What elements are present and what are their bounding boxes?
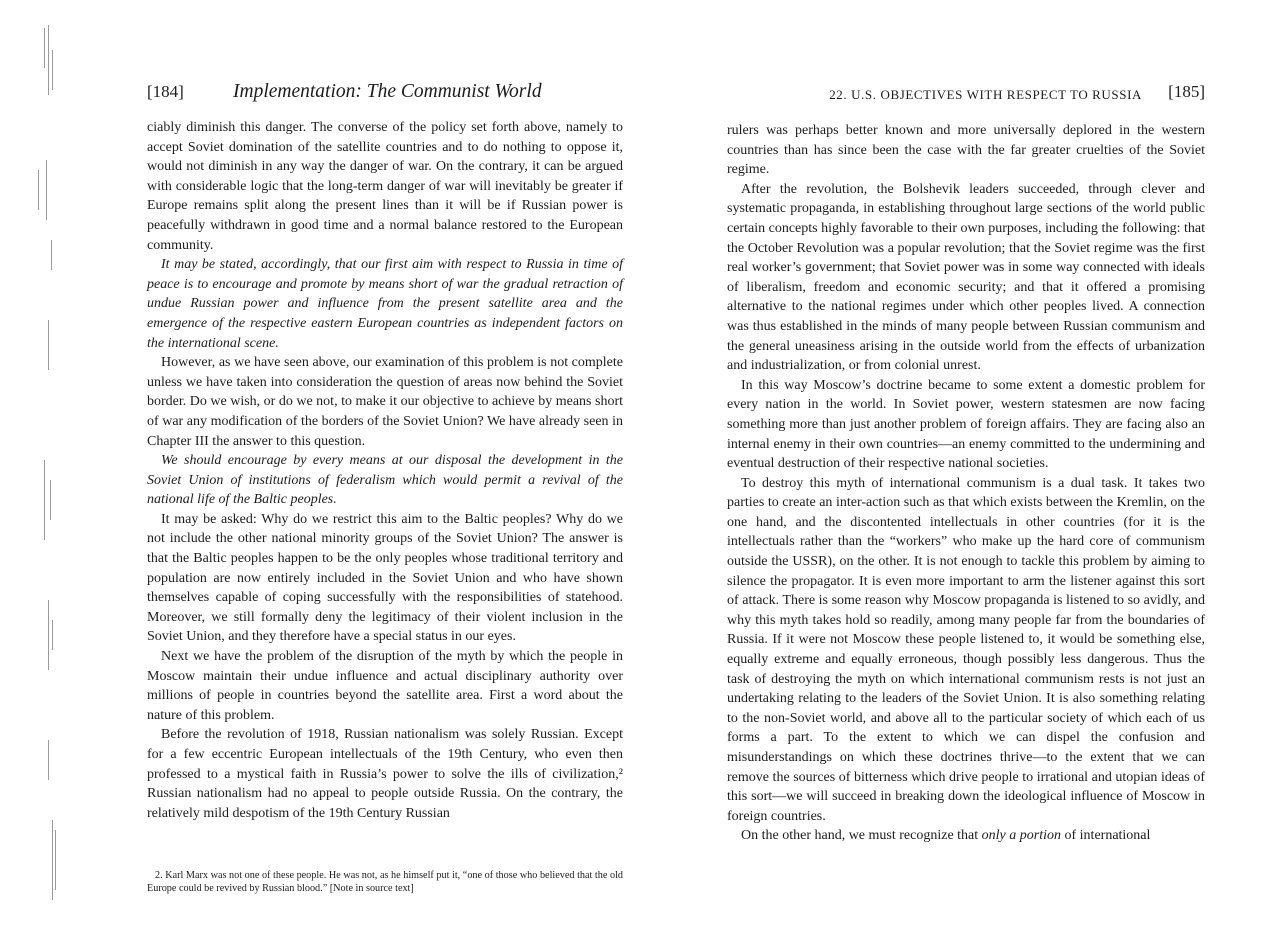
right-running-head: 22. U.S. OBJECTIVES WITH RESPECT TO RUSSIA — [829, 87, 1142, 102]
right-page-body — [727, 121, 1205, 846]
italic-text: We should encourage by every means at our disposal the development in the Soviet Union of institutions of federalism which would permit a revival of the national life of the Baltic peoples. — [147, 453, 623, 508]
right-page-header — [727, 82, 1205, 106]
footnote-text: 2. Karl Marx was not one of these people. He was not, as he himself put it, “one of those who believed that the old Europe could be revived by Russian blood.” [Note in source text] — [147, 870, 623, 894]
paragraph: To destroy this myth of international communism is a dual task. It takes two parties to create an inter-action such as that which exists between the Kremlin, on the one hand, and the discontented intellectuals in other countries (for it is the intellectuals rather than the “workers” who make up the hard core of communism outside the USSR), on the other. It is not enough to tackle this problem by aiming to silence the propagator. It is even more important to arm the listener against this sort of attack. There is some reason why Moscow propaganda is listened to so avidly, and why this myth takes hold so readily, among many people far from the boundaries of Russia. If it were not Moscow these people listened to, it would be something else, equally extreme and equally erroneous, though possibly less dangerous. Thus the task of destroying the myth on which international communism rests is not just an undertaking relating to the leaders of the Soviet Union. It is also something relating to the non-Soviet world, and above all to the particular society of which each of us forms a part. To the extent to which we can dispel the confusion and misunderstandings on which these doctrines thrive—to the extent that we can remove the sources of bitterness which drive people to irrational and utopian ideas of this sort—we will succeed in breaking down the ideological influence of Moscow in foreign countries. — [727, 475, 1205, 824]
paragraph-last — [727, 826, 1205, 846]
paragraph-italic-aim — [147, 255, 623, 353]
scan-binding-edge — [30, 20, 70, 910]
text-run: On the other hand, we must recognize that — [741, 828, 982, 844]
paragraph: However, as we have seen above, our examination of this problem is not complete unless we have taken into consideration the question of areas now behind the Soviet border. Do we wish, or do we not, to make it our objective to achieve by means short of war any modification of the borders of the Soviet Union? We have already seen in Chapter III the answer to this question. — [147, 355, 623, 449]
footnote — [147, 870, 623, 895]
left-page-header — [147, 82, 623, 106]
paragraph: Next we have the problem of the disruption of the myth by which the people in Moscow maintain their undue influence and actual disciplinary authority over millions of people in countries beyond the satellite area. First a word about the nature of this problem. — [147, 649, 623, 723]
paragraph: rulers was perhaps better known and more universally deplored in the western countries than has since been the case with the far greater cruelties of the Soviet regime. — [727, 123, 1205, 178]
paragraph: In this way Moscow’s doctrine became to some extent a domestic problem for every nation in the world. In Soviet power, western statesmen are now facing something more than just another problem of foreign affairs. They are facing also an internal enemy in their own countries—an enemy committed to the undermining and eventual destruction of their respective national societies. — [727, 377, 1205, 472]
paragraph-italic-baltic — [147, 451, 623, 510]
paragraph: It may be asked: Why do we restrict this aim to the Baltic peoples? Why do we not include the other national minority groups of the Soviet Union? The answer is that the Baltic peoples happen to be the only peoples whose traditional territory and population are now entirely included in the Soviet Union and who have shown themselves capable of coping successfully with the responsibilities of statehood. Moreover, we still formally deny the legitimacy of their violent inclusion in the Soviet Union, and they therefore have a special status in our eyes. — [147, 511, 623, 645]
paragraph: After the revolution, the Bolshevik leaders succeeded, through clever and systematic propaganda, in establishing throughout large sections of the world public certain concepts highly favorable to their own purposes, including the following: that the October Revolution was a popular revolution; that the Soviet regime was the first real worker’s government; that Soviet power was in some way connected with ideals of liberalism, freedom and economic security; and that it offered a promising alternative to the national regimes under which other peoples lived. A connection was thus established in the minds of many people between Russian communism and the general uneasiness arising in the outside world from the effects of urbanization and industrialization, or from colonial unrest. — [727, 181, 1205, 374]
left-page-number: [184] — [147, 82, 184, 101]
left-running-title: Implementation: The Communist World — [233, 81, 542, 102]
paragraph: Before the revolution of 1918, Russian nationalism was solely Russian. Except for a few eccentric European intellectuals of the 19th Century, who even then professed to a mystical faith in Russia’s power to solve the ills of civilization,² Russian nationalism had no appeal to people outside Russia. On the contrary, the relatively mild despotism of the 19th Century Russian — [147, 727, 623, 821]
paragraph: ciably diminish this danger. The converse of the policy set forth above, namely to accept Soviet domination of the satellite countries and to do nothing to oppose it, would not diminish in any way the danger of war. On the contrary, it can be argued with considerable logic that the long-term danger of war will inevitably be greater if Europe remains split along the present lines than it will be if Russian power is peacefully withdrawn in good time and a normal balance restored to the European community. — [147, 120, 623, 253]
right-page-number: [185] — [1168, 82, 1205, 101]
left-page-body — [147, 118, 623, 823]
text-run: of international — [1061, 828, 1151, 844]
italic-text: It may be stated, accordingly, that our first aim with respect to Russia in time of peace is to encourage and promote by means short of war the gradual retraction of undue Russian power and influence from the present satellite area and the emergence of the respective eastern European countries as independent factors on the international scene. — [147, 257, 623, 351]
italic-text-run: only a portion — [981, 828, 1061, 844]
